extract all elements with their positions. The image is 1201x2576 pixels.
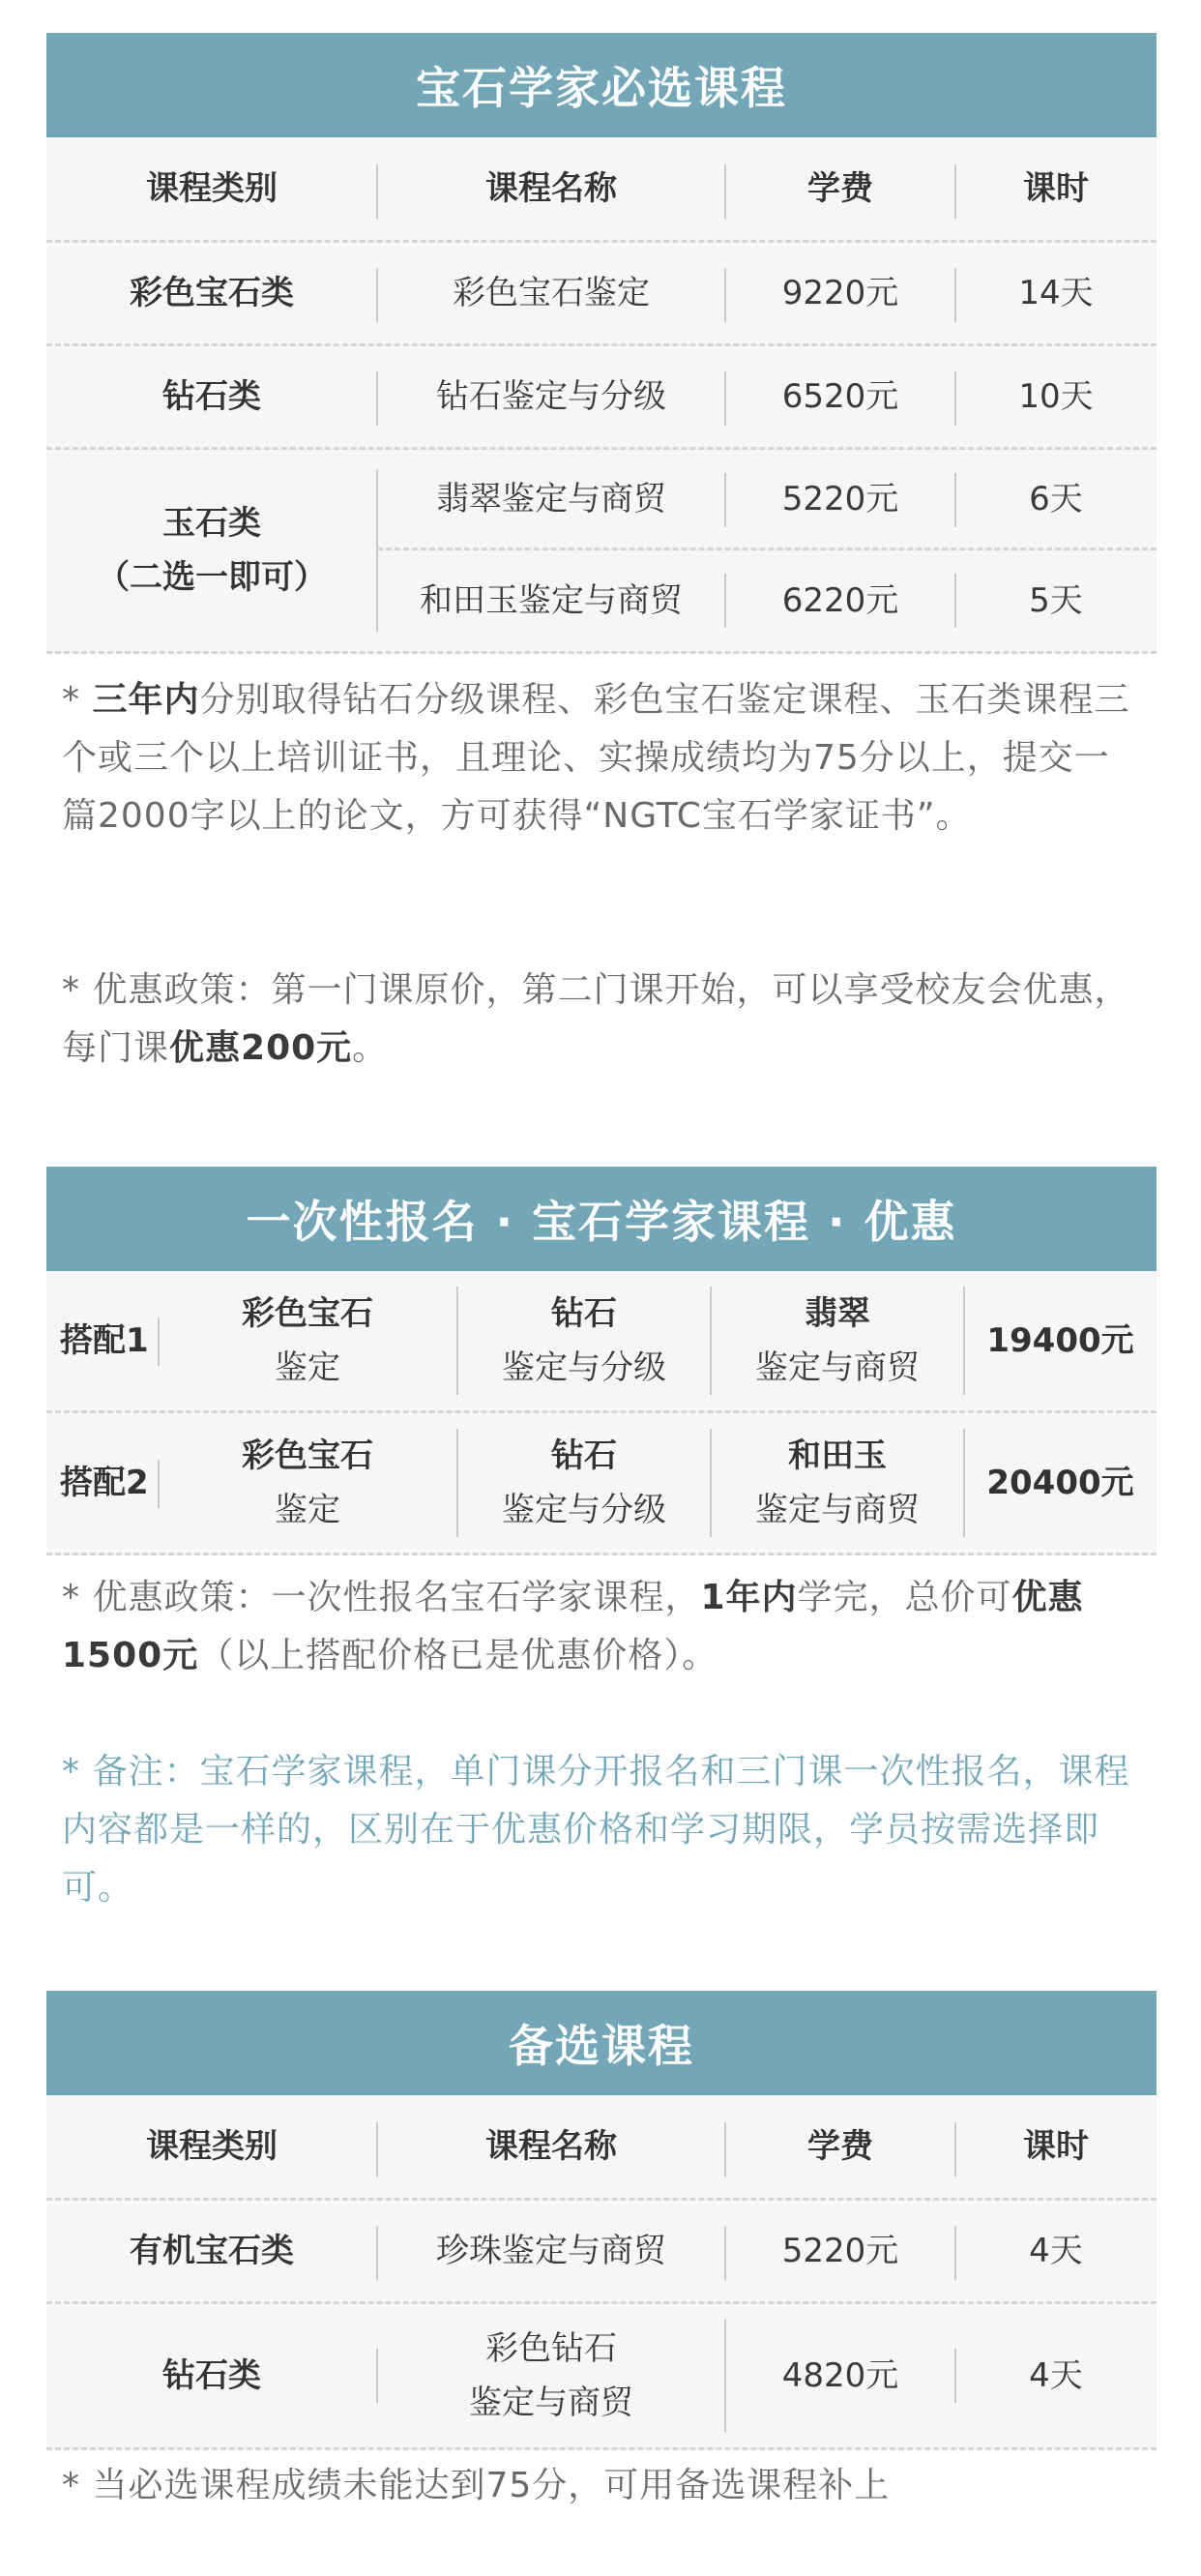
row-fee: 6220元 [781, 581, 899, 620]
bundle-offer-section [46, 1167, 1157, 1555]
combo-price: 19400元 [986, 1321, 1134, 1360]
row-category: 彩色宝石类 [130, 274, 294, 312]
optional-courses-section [46, 1991, 1157, 2450]
table-header-row [46, 2095, 1157, 2201]
row-fee: 9220元 [781, 274, 899, 312]
row-duration: 4天 [1029, 2356, 1083, 2395]
header-fee: 学费 [807, 169, 873, 208]
table-row [46, 346, 1157, 450]
section-title: 备选课程 [46, 1991, 1157, 2095]
row-duration: 5天 [1029, 581, 1083, 620]
required-courses-section [46, 33, 1157, 654]
jade-option-row [377, 450, 1157, 550]
combo-row [46, 1413, 1157, 1555]
combo-course-1: 彩色宝石 鉴定 [242, 1436, 373, 1529]
remark-note: * 备注：宝石学家课程，单门课分开报名和三门课一次性报名，课程内容都是一样的，区别在于优惠价格和学习期限，学员按需选择即可。 [62, 1752, 1130, 1908]
row-course-name: 钻石鉴定与分级 [436, 377, 666, 416]
row-fee: 5220元 [781, 2232, 899, 2270]
combo-course-2: 钻石 鉴定与分级 [502, 1436, 666, 1529]
row-fee: 6520元 [781, 377, 899, 416]
table-row [46, 243, 1157, 346]
combo-label: 搭配1 [60, 1321, 149, 1360]
section-title: 宝石学家必选课程 [46, 33, 1157, 137]
row-course-name: 彩色钻石 鉴定与商贸 [469, 2329, 633, 2422]
combo-course-2: 钻石 鉴定与分级 [502, 1294, 666, 1387]
row-course-name: 和田玉鉴定与商贸 [420, 581, 683, 620]
section-title: 一次性报名 · 宝石学家课程 · 优惠 [46, 1167, 1157, 1271]
header-course-name: 课程名称 [485, 169, 617, 208]
header-course-name: 课程名称 [485, 2127, 617, 2166]
row-duration: 10天 [1018, 377, 1094, 416]
row-course-name: 彩色宝石鉴定 [453, 274, 650, 312]
combo-row [46, 1271, 1157, 1413]
jade-category [46, 450, 377, 651]
jade-option-row [377, 550, 1157, 651]
row-fee: 5220元 [781, 479, 899, 518]
table-row [46, 2201, 1157, 2304]
row-category: 有机宝石类 [130, 2232, 294, 2270]
row-course-name: 翡翠鉴定与商贸 [436, 479, 666, 518]
row-course-name: 珍珠鉴定与商贸 [436, 2232, 666, 2270]
bundle-policy-note: * 优惠政策：一次性报名宝石学家课程，1年内学完，总价可优惠1500元（以上搭配价格已是优惠价格）。 [62, 1578, 1084, 1675]
jade-group-row [46, 450, 1157, 654]
combo-course-3: 和田玉 鉴定与商贸 [755, 1436, 920, 1529]
combo-course-3: 翡翠 鉴定与商贸 [755, 1294, 920, 1387]
row-fee: 4820元 [781, 2356, 899, 2395]
header-fee: 学费 [807, 2127, 873, 2166]
row-category: 钻石类 [162, 377, 261, 416]
jade-category-line2: （二选一即可） [97, 558, 327, 597]
discount-policy-note: * 优惠政策：第一门课原价，第二门课开始，可以享受校友会优惠，每门课优惠200元。 [62, 970, 1130, 1068]
jade-category-line1: 玉石类 [162, 504, 261, 543]
optional-course-note: * 当必选课程成绩未能达到75分，可用备选课程补上 [62, 2466, 891, 2505]
combo-label: 搭配2 [60, 1464, 149, 1502]
header-duration: 课时 [1023, 2127, 1089, 2166]
row-category: 钻石类 [162, 2356, 261, 2395]
row-duration: 14天 [1018, 274, 1094, 312]
combo-price: 20400元 [986, 1464, 1134, 1502]
row-duration: 6天 [1029, 479, 1083, 518]
table-header-row [46, 137, 1157, 243]
combo-course-1: 彩色宝石 鉴定 [242, 1294, 373, 1387]
certificate-requirement-note: * 三年内分别取得钻石分级课程、彩色宝石鉴定课程、玉石类课程三个或三个以上培训证书，且理论、实操成绩均为75分以上，提交一篇2000字以上的论文，方可获得“NGTC宝石学家证书”。 [62, 680, 1130, 836]
row-duration: 4天 [1029, 2232, 1083, 2270]
header-category: 课程类别 [146, 169, 278, 208]
header-duration: 课时 [1023, 169, 1089, 208]
header-category: 课程类别 [146, 2127, 278, 2166]
table-row [46, 2304, 1157, 2450]
